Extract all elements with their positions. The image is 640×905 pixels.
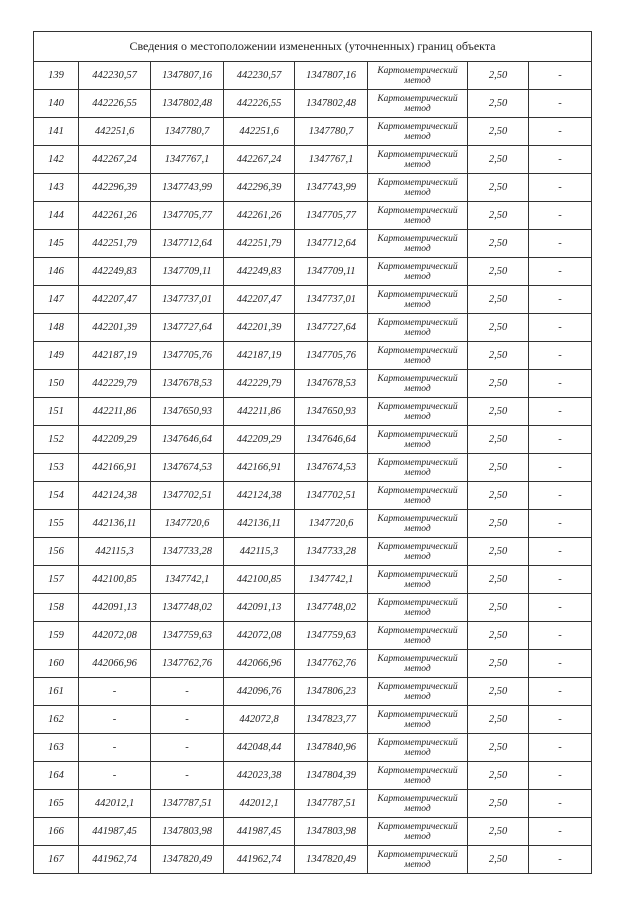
cell-point-number: 165 — [34, 790, 79, 818]
cell-description: - — [529, 538, 592, 566]
cell-x-refined: 442091,13 — [224, 594, 295, 622]
cell-y-refined: 1347720,6 — [295, 510, 368, 538]
cell-method: Картометрический метод — [368, 846, 468, 874]
cell-point-number: 146 — [34, 258, 79, 286]
cell-method: Картометрический метод — [368, 706, 468, 734]
cell-x-existing: 442100,85 — [79, 566, 151, 594]
cell-description: - — [529, 846, 592, 874]
cell-description: - — [529, 706, 592, 734]
cell-y-existing: - — [151, 762, 224, 790]
cell-method: Картометрический метод — [368, 622, 468, 650]
cell-y-refined: 1347650,93 — [295, 398, 368, 426]
cell-accuracy: 2,50 — [468, 510, 529, 538]
cell-y-existing: 1347787,51 — [151, 790, 224, 818]
cell-accuracy: 2,50 — [468, 62, 529, 90]
cell-x-existing: - — [79, 678, 151, 706]
cell-x-refined: 442207,47 — [224, 286, 295, 314]
cell-method: Картометрический метод — [368, 566, 468, 594]
cell-x-refined: 442072,08 — [224, 622, 295, 650]
table-row — [34, 454, 592, 482]
cell-x-existing: 442136,11 — [79, 510, 151, 538]
cell-y-refined: 1347727,64 — [295, 314, 368, 342]
cell-method: Картометрический метод — [368, 146, 468, 174]
cell-y-existing: - — [151, 734, 224, 762]
cell-description: - — [529, 734, 592, 762]
cell-y-existing: 1347807,16 — [151, 62, 224, 90]
cell-accuracy: 2,50 — [468, 426, 529, 454]
cell-point-number: 144 — [34, 202, 79, 230]
cell-method: Картометрический метод — [368, 370, 468, 398]
table-row — [34, 650, 592, 678]
cell-description: - — [529, 146, 592, 174]
cell-description: - — [529, 454, 592, 482]
cell-point-number: 164 — [34, 762, 79, 790]
cell-x-refined: 442136,11 — [224, 510, 295, 538]
cell-method: Картометрический метод — [368, 258, 468, 286]
cell-y-refined: 1347674,53 — [295, 454, 368, 482]
cell-point-number: 145 — [34, 230, 79, 258]
cell-x-existing: 442209,29 — [79, 426, 151, 454]
cell-y-refined: 1347767,1 — [295, 146, 368, 174]
cell-x-refined: 442267,24 — [224, 146, 295, 174]
cell-method: Картометрический метод — [368, 650, 468, 678]
cell-description: - — [529, 482, 592, 510]
cell-accuracy: 2,50 — [468, 678, 529, 706]
cell-y-existing: 1347709,11 — [151, 258, 224, 286]
cell-y-refined: 1347709,11 — [295, 258, 368, 286]
cell-y-refined: 1347737,01 — [295, 286, 368, 314]
cell-method: Картометрический метод — [368, 482, 468, 510]
cell-point-number: 156 — [34, 538, 79, 566]
cell-description: - — [529, 790, 592, 818]
cell-x-refined: 442251,6 — [224, 118, 295, 146]
cell-accuracy: 2,50 — [468, 818, 529, 846]
cell-y-existing: 1347742,1 — [151, 566, 224, 594]
cell-method: Картометрический метод — [368, 594, 468, 622]
table-title: Сведения о местоположении измененных (уточненных) границ объекта — [34, 32, 592, 62]
cell-y-refined: 1347702,51 — [295, 482, 368, 510]
cell-y-refined: 1347646,64 — [295, 426, 368, 454]
cell-x-refined: 442124,38 — [224, 482, 295, 510]
cell-description: - — [529, 398, 592, 426]
cell-y-refined: 1347820,49 — [295, 846, 368, 874]
cell-x-refined: 442211,86 — [224, 398, 295, 426]
cell-accuracy: 2,50 — [468, 762, 529, 790]
cell-point-number: 158 — [34, 594, 79, 622]
cell-x-refined: 442226,55 — [224, 90, 295, 118]
cell-point-number: 143 — [34, 174, 79, 202]
cell-x-refined: 442072,8 — [224, 706, 295, 734]
table-row — [34, 790, 592, 818]
cell-accuracy: 2,50 — [468, 342, 529, 370]
cell-x-existing: 442267,24 — [79, 146, 151, 174]
cell-x-refined: 442249,83 — [224, 258, 295, 286]
cell-description: - — [529, 566, 592, 594]
cell-x-refined: 442201,39 — [224, 314, 295, 342]
cell-description: - — [529, 230, 592, 258]
cell-description: - — [529, 594, 592, 622]
cell-description: - — [529, 258, 592, 286]
cell-method: Картометрический метод — [368, 230, 468, 258]
cell-accuracy: 2,50 — [468, 734, 529, 762]
cell-y-existing: 1347674,53 — [151, 454, 224, 482]
cell-x-existing: 442201,39 — [79, 314, 151, 342]
boundary-table — [33, 31, 592, 874]
cell-method: Картометрический метод — [368, 762, 468, 790]
cell-description: - — [529, 202, 592, 230]
cell-y-existing: 1347702,51 — [151, 482, 224, 510]
cell-description: - — [529, 426, 592, 454]
table-row — [34, 734, 592, 762]
cell-point-number: 141 — [34, 118, 79, 146]
cell-accuracy: 2,50 — [468, 538, 529, 566]
cell-description: - — [529, 762, 592, 790]
cell-x-refined: 442209,29 — [224, 426, 295, 454]
cell-x-existing: 442251,6 — [79, 118, 151, 146]
table-row — [34, 622, 592, 650]
cell-accuracy: 2,50 — [468, 202, 529, 230]
cell-accuracy: 2,50 — [468, 174, 529, 202]
cell-accuracy: 2,50 — [468, 622, 529, 650]
cell-accuracy: 2,50 — [468, 398, 529, 426]
cell-x-existing: 442166,91 — [79, 454, 151, 482]
cell-method: Картометрический метод — [368, 398, 468, 426]
cell-y-existing: 1347762,76 — [151, 650, 224, 678]
cell-point-number: 154 — [34, 482, 79, 510]
cell-y-existing: 1347727,64 — [151, 314, 224, 342]
cell-method: Картометрический метод — [368, 342, 468, 370]
cell-description: - — [529, 650, 592, 678]
cell-accuracy: 2,50 — [468, 846, 529, 874]
cell-point-number: 153 — [34, 454, 79, 482]
cell-method: Картометрический метод — [368, 118, 468, 146]
cell-point-number: 142 — [34, 146, 79, 174]
cell-method: Картометрический метод — [368, 454, 468, 482]
cell-x-refined: 442261,26 — [224, 202, 295, 230]
cell-point-number: 147 — [34, 286, 79, 314]
cell-method: Картометрический метод — [368, 314, 468, 342]
cell-description: - — [529, 174, 592, 202]
cell-x-existing: 442072,08 — [79, 622, 151, 650]
cell-y-refined: 1347705,77 — [295, 202, 368, 230]
cell-y-refined: 1347743,99 — [295, 174, 368, 202]
cell-accuracy: 2,50 — [468, 706, 529, 734]
cell-y-refined: 1347759,63 — [295, 622, 368, 650]
table-row — [34, 706, 592, 734]
cell-y-existing: - — [151, 706, 224, 734]
cell-y-refined: 1347804,39 — [295, 762, 368, 790]
cell-y-refined: 1347705,76 — [295, 342, 368, 370]
document-sheet — [33, 31, 591, 874]
cell-description: - — [529, 286, 592, 314]
cell-description: - — [529, 342, 592, 370]
cell-accuracy: 2,50 — [468, 146, 529, 174]
table-row — [34, 678, 592, 706]
table-row — [34, 174, 592, 202]
cell-point-number: 162 — [34, 706, 79, 734]
cell-x-existing: 442211,86 — [79, 398, 151, 426]
cell-description: - — [529, 62, 592, 90]
cell-method: Картометрический метод — [368, 790, 468, 818]
cell-y-refined: 1347803,98 — [295, 818, 368, 846]
cell-x-refined: 442096,76 — [224, 678, 295, 706]
cell-method: Картометрический метод — [368, 90, 468, 118]
cell-y-existing: 1347650,93 — [151, 398, 224, 426]
cell-y-existing: 1347759,63 — [151, 622, 224, 650]
table-row — [34, 146, 592, 174]
cell-x-existing: 442115,3 — [79, 538, 151, 566]
cell-x-existing: 442230,57 — [79, 62, 151, 90]
cell-x-refined: 442166,91 — [224, 454, 295, 482]
cell-description: - — [529, 118, 592, 146]
cell-accuracy: 2,50 — [468, 790, 529, 818]
table-row — [34, 762, 592, 790]
cell-y-refined: 1347840,96 — [295, 734, 368, 762]
table-row — [34, 846, 592, 874]
cell-x-refined: 442229,79 — [224, 370, 295, 398]
cell-y-refined: 1347807,16 — [295, 62, 368, 90]
cell-y-existing: 1347705,77 — [151, 202, 224, 230]
cell-x-existing: 442261,26 — [79, 202, 151, 230]
cell-x-refined: 441987,45 — [224, 818, 295, 846]
cell-accuracy: 2,50 — [468, 314, 529, 342]
cell-accuracy: 2,50 — [468, 594, 529, 622]
cell-description: - — [529, 90, 592, 118]
cell-x-refined: 442100,85 — [224, 566, 295, 594]
table-row — [34, 314, 592, 342]
cell-point-number: 151 — [34, 398, 79, 426]
cell-y-existing: 1347802,48 — [151, 90, 224, 118]
cell-x-refined: 442115,3 — [224, 538, 295, 566]
cell-point-number: 152 — [34, 426, 79, 454]
cell-method: Картометрический метод — [368, 818, 468, 846]
table-row — [34, 510, 592, 538]
cell-x-existing: 441962,74 — [79, 846, 151, 874]
cell-y-existing: 1347720,6 — [151, 510, 224, 538]
cell-point-number: 155 — [34, 510, 79, 538]
cell-y-refined: 1347823,77 — [295, 706, 368, 734]
cell-y-existing: 1347748,02 — [151, 594, 224, 622]
cell-x-refined: 441962,74 — [224, 846, 295, 874]
cell-accuracy: 2,50 — [468, 454, 529, 482]
cell-y-refined: 1347787,51 — [295, 790, 368, 818]
cell-y-existing: 1347820,49 — [151, 846, 224, 874]
cell-x-existing: 442066,96 — [79, 650, 151, 678]
cell-method: Картометрический метод — [368, 678, 468, 706]
cell-method: Картометрический метод — [368, 538, 468, 566]
cell-y-refined: 1347742,1 — [295, 566, 368, 594]
cell-y-refined: 1347678,53 — [295, 370, 368, 398]
cell-x-existing: 442229,79 — [79, 370, 151, 398]
cell-y-existing: 1347780,7 — [151, 118, 224, 146]
cell-x-existing: 442091,13 — [79, 594, 151, 622]
cell-description: - — [529, 314, 592, 342]
cell-y-existing: 1347678,53 — [151, 370, 224, 398]
cell-y-refined: 1347806,23 — [295, 678, 368, 706]
cell-method: Картометрический метод — [368, 426, 468, 454]
cell-y-refined: 1347748,02 — [295, 594, 368, 622]
cell-x-refined: 442048,44 — [224, 734, 295, 762]
cell-y-refined: 1347802,48 — [295, 90, 368, 118]
table-row — [34, 258, 592, 286]
cell-x-existing: 442296,39 — [79, 174, 151, 202]
cell-y-refined: 1347712,64 — [295, 230, 368, 258]
cell-point-number: 167 — [34, 846, 79, 874]
cell-point-number: 166 — [34, 818, 79, 846]
cell-x-existing: 442012,1 — [79, 790, 151, 818]
cell-accuracy: 2,50 — [468, 566, 529, 594]
cell-description: - — [529, 510, 592, 538]
cell-accuracy: 2,50 — [468, 230, 529, 258]
table-row — [34, 538, 592, 566]
cell-y-existing: 1347646,64 — [151, 426, 224, 454]
cell-y-refined: 1347762,76 — [295, 650, 368, 678]
cell-accuracy: 2,50 — [468, 258, 529, 286]
cell-point-number: 148 — [34, 314, 79, 342]
cell-point-number: 157 — [34, 566, 79, 594]
table-row — [34, 370, 592, 398]
cell-point-number: 150 — [34, 370, 79, 398]
cell-x-refined: 442066,96 — [224, 650, 295, 678]
cell-y-refined: 1347780,7 — [295, 118, 368, 146]
cell-accuracy: 2,50 — [468, 90, 529, 118]
cell-x-existing: 442124,38 — [79, 482, 151, 510]
cell-x-existing: 442251,79 — [79, 230, 151, 258]
cell-x-existing: 442226,55 — [79, 90, 151, 118]
cell-point-number: 163 — [34, 734, 79, 762]
table-row — [34, 62, 592, 90]
table-row — [34, 398, 592, 426]
cell-point-number: 161 — [34, 678, 79, 706]
table-row — [34, 118, 592, 146]
cell-y-refined: 1347733,28 — [295, 538, 368, 566]
cell-x-refined: 442296,39 — [224, 174, 295, 202]
cell-method: Картометрический метод — [368, 62, 468, 90]
table-row — [34, 566, 592, 594]
cell-accuracy: 2,50 — [468, 286, 529, 314]
cell-x-refined: 442230,57 — [224, 62, 295, 90]
table-row — [34, 594, 592, 622]
cell-method: Картометрический метод — [368, 174, 468, 202]
cell-y-existing: - — [151, 678, 224, 706]
cell-y-existing: 1347737,01 — [151, 286, 224, 314]
cell-y-existing: 1347743,99 — [151, 174, 224, 202]
cell-x-existing: - — [79, 706, 151, 734]
cell-accuracy: 2,50 — [468, 370, 529, 398]
cell-x-existing: - — [79, 734, 151, 762]
cell-y-existing: 1347712,64 — [151, 230, 224, 258]
cell-point-number: 159 — [34, 622, 79, 650]
cell-y-existing: 1347767,1 — [151, 146, 224, 174]
table-row — [34, 286, 592, 314]
cell-accuracy: 2,50 — [468, 482, 529, 510]
cell-y-existing: 1347803,98 — [151, 818, 224, 846]
table-row — [34, 202, 592, 230]
table-row — [34, 426, 592, 454]
cell-x-existing: 442187,19 — [79, 342, 151, 370]
cell-accuracy: 2,50 — [468, 650, 529, 678]
table-row — [34, 90, 592, 118]
cell-method: Картометрический метод — [368, 202, 468, 230]
cell-x-existing: - — [79, 762, 151, 790]
cell-method: Картометрический метод — [368, 734, 468, 762]
cell-point-number: 139 — [34, 62, 79, 90]
cell-x-refined: 442023,38 — [224, 762, 295, 790]
table-row — [34, 482, 592, 510]
cell-description: - — [529, 370, 592, 398]
cell-accuracy: 2,50 — [468, 118, 529, 146]
table-row — [34, 818, 592, 846]
cell-point-number: 149 — [34, 342, 79, 370]
cell-x-refined: 442012,1 — [224, 790, 295, 818]
table-row — [34, 342, 592, 370]
cell-y-existing: 1347733,28 — [151, 538, 224, 566]
cell-x-refined: 442187,19 — [224, 342, 295, 370]
cell-x-refined: 442251,79 — [224, 230, 295, 258]
cell-point-number: 140 — [34, 90, 79, 118]
cell-method: Картометрический метод — [368, 510, 468, 538]
cell-description: - — [529, 678, 592, 706]
cell-description: - — [529, 818, 592, 846]
cell-description: - — [529, 622, 592, 650]
cell-point-number: 160 — [34, 650, 79, 678]
cell-x-existing: 441987,45 — [79, 818, 151, 846]
cell-x-existing: 442207,47 — [79, 286, 151, 314]
cell-method: Картометрический метод — [368, 286, 468, 314]
cell-x-existing: 442249,83 — [79, 258, 151, 286]
table-row — [34, 230, 592, 258]
cell-y-existing: 1347705,76 — [151, 342, 224, 370]
